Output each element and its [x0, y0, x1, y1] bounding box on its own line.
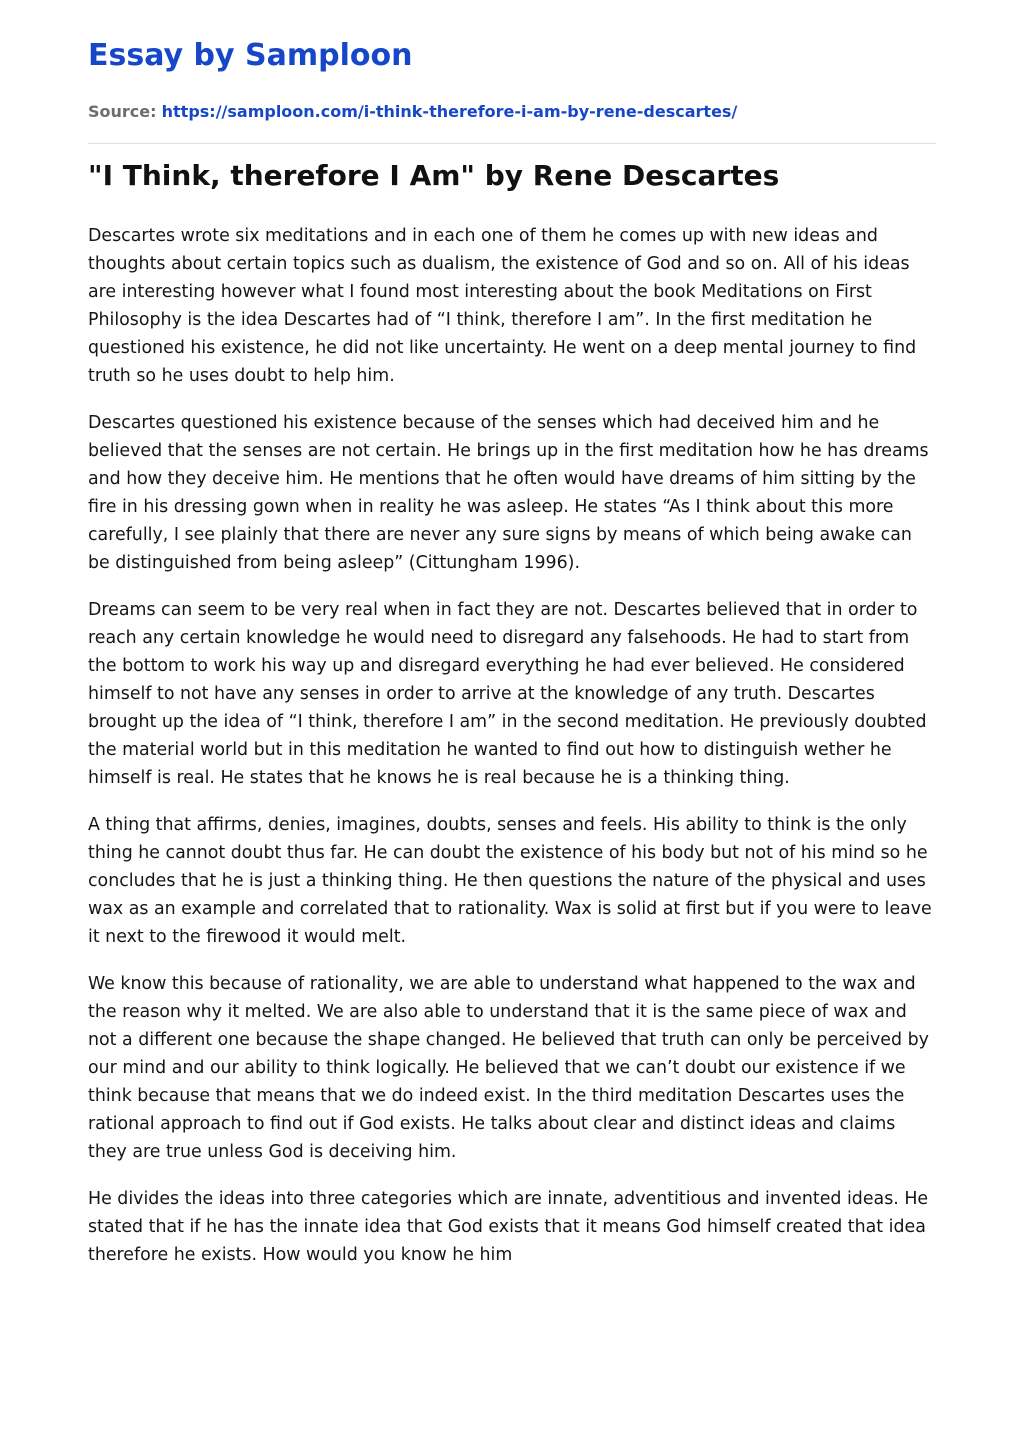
- source-label: Source:: [88, 102, 157, 121]
- source-link[interactable]: https://samploon.com/i-think-therefore-i-am-by-rene-descartes/: [161, 102, 738, 121]
- paragraph-2: Descartes questioned his existence because of the senses which had deceived him and he believed that the senses are not certain. He brings up in the first meditation how he has dreams and how they deceive him. He mentions that he often would have dreams of him sitting by the fire in his dressing gown when in reality he was asleep. He states “As I think about this more carefully, I see plainly that there are never any sure signs by means of which being awake can be distinguished from being asleep” (Cittungham 1996).: [88, 413, 929, 573]
- brand-title: Essay by Samploon: [88, 38, 413, 73]
- essay-body: [88, 222, 936, 1288]
- essay-title: "I Think, therefore I Am" by Rene Descartes: [88, 159, 780, 192]
- paragraph-3: Dreams can seem to be very real when in fact they are not. Descartes believed that in order to reach any certain knowledge he would need to disregard any falsehoods. He had to start from the bottom to work his way up and disregard everything he had ever believed. He considered himself to not have any senses in order to arrive at the knowledge of any truth. Descartes brought up the idea of “I think, therefore I am” in the second meditation. He previously doubted the material world but in this meditation he wanted to find out how to distinguish wether he himself is real. He states that he knows he is real because he is a thinking thing.: [88, 600, 927, 788]
- source-line: [88, 101, 737, 123]
- paragraph-4: A thing that affirms, denies, imagines, doubts, senses and feels. His ability to think is the only thing he cannot doubt thus far. He can doubt the existence of his body but not of his mind so he concludes that he is just a thinking thing. He then questions the nature of the physical and uses wax as an example and correlated that to rationality. Wax is solid at first but if you were to leave it next to the firewood it would melt.: [88, 815, 932, 947]
- paragraph-1: Descartes wrote six meditations and in each one of them he comes up with new ideas and thoughts about certain topics such as dualism, the existence of God and so on. All of his ideas are interesting however what I found most interesting about the book Meditations on First Philosophy is the idea Descartes had of “I think, therefore I am”. In the first meditation he questioned his existence, he did not like uncertainty. He went on a deep mental journey to find truth so he uses doubt to help him.: [88, 226, 917, 386]
- paragraph-5: We know this because of rationality, we are able to understand what happened to the wax and the reason why it melted. We are also able to understand that it is the same piece of wax and not a different one because the shape changed. He believed that truth can only be perceived by our mind and our ability to think logically. He believed that we can’t doubt our existence if we think because that means that we do indeed exist. In the third meditation Descartes uses the rational approach to find out if God exists. He talks about clear and distinct ideas and claims they are true unless God is deceiving him.: [88, 974, 929, 1162]
- header-divider: [88, 143, 936, 144]
- paragraph-6: He divides the ideas into three categories which are innate, adventitious and invented ideas. He stated that if he has the innate idea that God exists that it means God himself created that idea therefore he exists. How would you know he him: [88, 1189, 929, 1265]
